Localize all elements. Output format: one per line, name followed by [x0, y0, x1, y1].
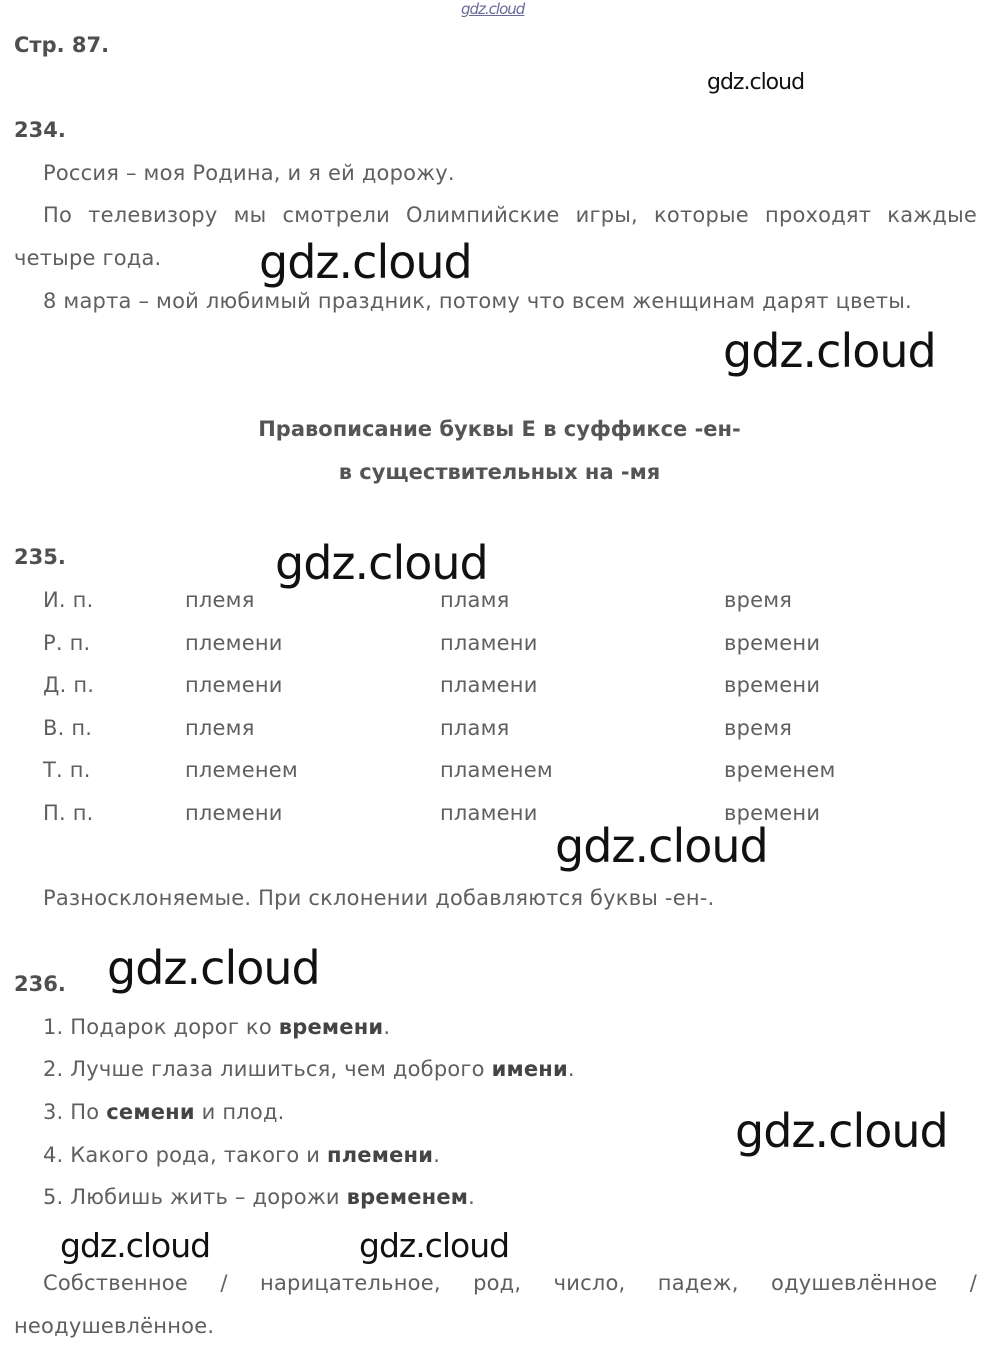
table-cell: временем — [724, 758, 836, 782]
proverb-text: 2. Лучше глаза лишиться, чем доброго — [43, 1057, 492, 1081]
table-cell: время — [724, 716, 793, 740]
watermark: gdz.cloud — [555, 819, 768, 873]
table-cell: пламени — [440, 673, 538, 697]
watermark: gdz.cloud — [707, 70, 805, 95]
exercise-number-235: 235. — [14, 545, 66, 569]
ex234-line-1: Россия – моя Родина, и я ей дорожу. — [43, 161, 455, 185]
proverb-tail: . — [567, 1057, 575, 1081]
table-cell: пламени — [440, 631, 538, 655]
exercise-number-234: 234. — [14, 118, 66, 142]
page-label: Стр. 87. — [14, 33, 110, 57]
section-title-line-1: Правописание буквы Е в суффиксе -ен- — [258, 417, 741, 441]
table-cell: племени — [185, 631, 283, 655]
table-cell: пламя — [440, 588, 510, 612]
ex236-footer-line-1: Собственное / нарицательное, род, число, падеж, одушевлённое / — [43, 1271, 977, 1295]
proverb-tail: и плод. — [194, 1100, 285, 1124]
table-cell: пламени — [440, 801, 538, 825]
table-cell: пламя — [440, 716, 510, 740]
proverb-keyword: имени — [491, 1057, 568, 1081]
proverb-item — [43, 1185, 475, 1209]
proverb-item — [43, 1015, 390, 1039]
watermark: gdz.cloud — [60, 1226, 211, 1265]
watermark: gdz.cloud — [107, 941, 320, 995]
case-label: Д. п. — [43, 673, 95, 697]
table-cell: времени — [724, 673, 821, 697]
proverb-item — [43, 1100, 285, 1124]
case-label: Р. п. — [43, 631, 91, 655]
proverb-tail: . — [383, 1015, 391, 1039]
case-label: Т. п. — [43, 758, 91, 782]
table-cell: племени — [185, 801, 283, 825]
ex234-line-2: По телевизору мы смотрели Олимпийские игры, которые проходят каждые — [43, 203, 977, 227]
watermark-top: gdz.cloud — [461, 0, 525, 18]
proverb-keyword: племени — [327, 1143, 434, 1167]
case-label: В. п. — [43, 716, 93, 740]
proverb-tail: . — [468, 1185, 476, 1209]
section-title-line-2: в существительных на -мя — [338, 460, 661, 484]
watermark: gdz.cloud — [359, 1226, 510, 1265]
table-cell: племени — [185, 673, 283, 697]
ex234-line-3: 8 марта – мой любимый праздник, потому что всем женщинам дарят цветы. — [43, 289, 912, 313]
table-cell: племенем — [185, 758, 298, 782]
proverb-item — [43, 1143, 440, 1167]
table-cell: пламенем — [440, 758, 553, 782]
table-cell: времени — [724, 631, 821, 655]
proverb-item — [43, 1057, 575, 1081]
table-cell: время — [724, 588, 793, 612]
watermark: gdz.cloud — [723, 324, 936, 378]
proverb-keyword: времени — [278, 1015, 384, 1039]
proverb-tail: . — [433, 1143, 441, 1167]
proverb-keyword: временем — [346, 1185, 469, 1209]
watermark: gdz.cloud — [735, 1104, 948, 1158]
exercise-number-236: 236. — [14, 972, 66, 996]
table-cell: времени — [724, 801, 821, 825]
watermark: gdz.cloud — [259, 235, 472, 289]
proverb-text: 4. Какого рода, такого и — [43, 1143, 328, 1167]
table-cell: племя — [185, 716, 255, 740]
proverb-keyword: семени — [106, 1100, 195, 1124]
proverb-text: 1. Подарок дорог ко — [43, 1015, 279, 1039]
watermark: gdz.cloud — [275, 536, 488, 590]
ex235-note: Разносклоняемые. При склонении добавляются буквы -ен-. — [43, 886, 715, 910]
proverb-text: 3. По — [43, 1100, 107, 1124]
ex234-line-2-cont: четыре года. — [14, 246, 162, 270]
proverb-text: 5. Любишь жить – дорожи — [43, 1185, 347, 1209]
table-cell: племя — [185, 588, 255, 612]
case-label: И. п. — [43, 588, 94, 612]
case-label: П. п. — [43, 801, 94, 825]
ex236-footer-line-2: неодушевлённое. — [14, 1314, 215, 1338]
